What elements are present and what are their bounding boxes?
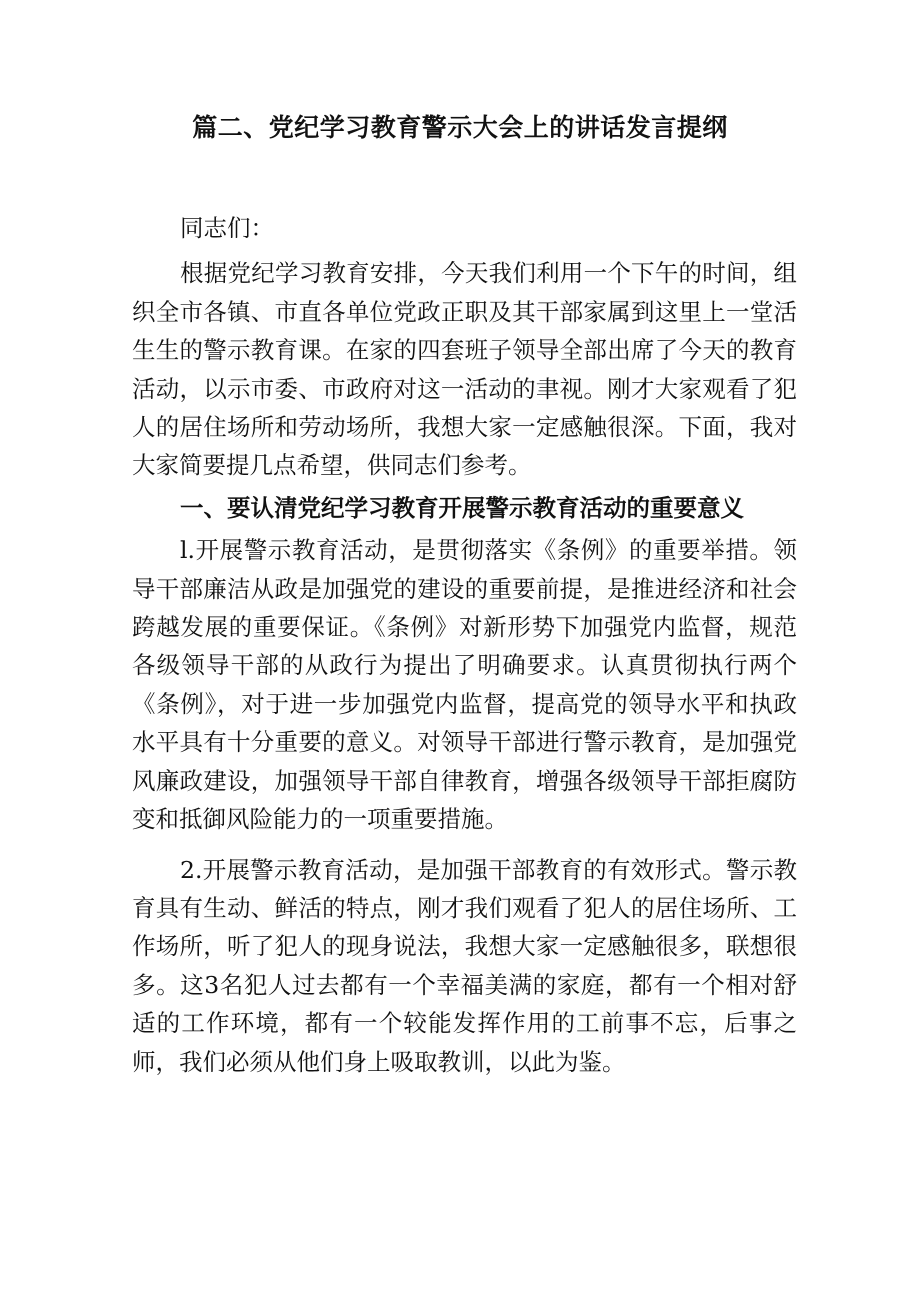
document-title: 篇二、党纪学习教育警示大会上的讲话发言提纲 bbox=[192, 113, 728, 142]
intro-paragraph: 根据党纪学习教育安排，今天我们利用一个下午的时间，组织全市各镇、市直各单位党政正职及其干部家属到这里上一堂活生生的警示教育课。在家的四套班子领导全部出席了今天的教育活动，以示市委、市政府对这一活动的聿视。刚才大家观看了犯人的居住场所和劳动场所，我想大家一定感触很深。下面，我对大家简要提几点希望，供同志们参考。 bbox=[132, 259, 797, 480]
document-body bbox=[132, 209, 797, 1081]
section-heading-1: 一、要认清党纪学习教育开展警示教育活动的重要意义 bbox=[180, 493, 744, 522]
salutation: 同志们： bbox=[180, 214, 274, 242]
point-1-paragraph: l.开展警示教育活动，是贯彻落实《条例》的重要举措。领导干部廉洁从政是加强党的建设的重要前提，是推进经济和社会跨越发展的重要保证。《条例》对新形势下加强党内监督，规范各级领导干部的从政行为提出了明确要求。认真贯彻执行两个《条例》，对于进一步加强党内监督，提高党的领导水平和执政水平具有十分重要的意义。对领导干部进行警示教育，是加强党风廉政建设，加强领导干部自律教育，增强各级领导干部拒腐防变和抵御风险能力的一项重要措施。 bbox=[132, 536, 797, 834]
point-2-paragraph: 2.开展警示教育活动，是加强干部教育的有效形式。警示教育具有生动、鲜活的特点，刚才我们观看了犯人的居住场所、工作场所，听了犯人的现身说法，我想大家一定感触很多，联想很多。这3名犯人过去都有一个幸福美满的家庭，都有一个相对舒适的工作环境，都有一个较能发挥作用的工前事不忘，后事之师，我们必须从他们身上吸取教训，以此为鉴。 bbox=[132, 855, 797, 1076]
